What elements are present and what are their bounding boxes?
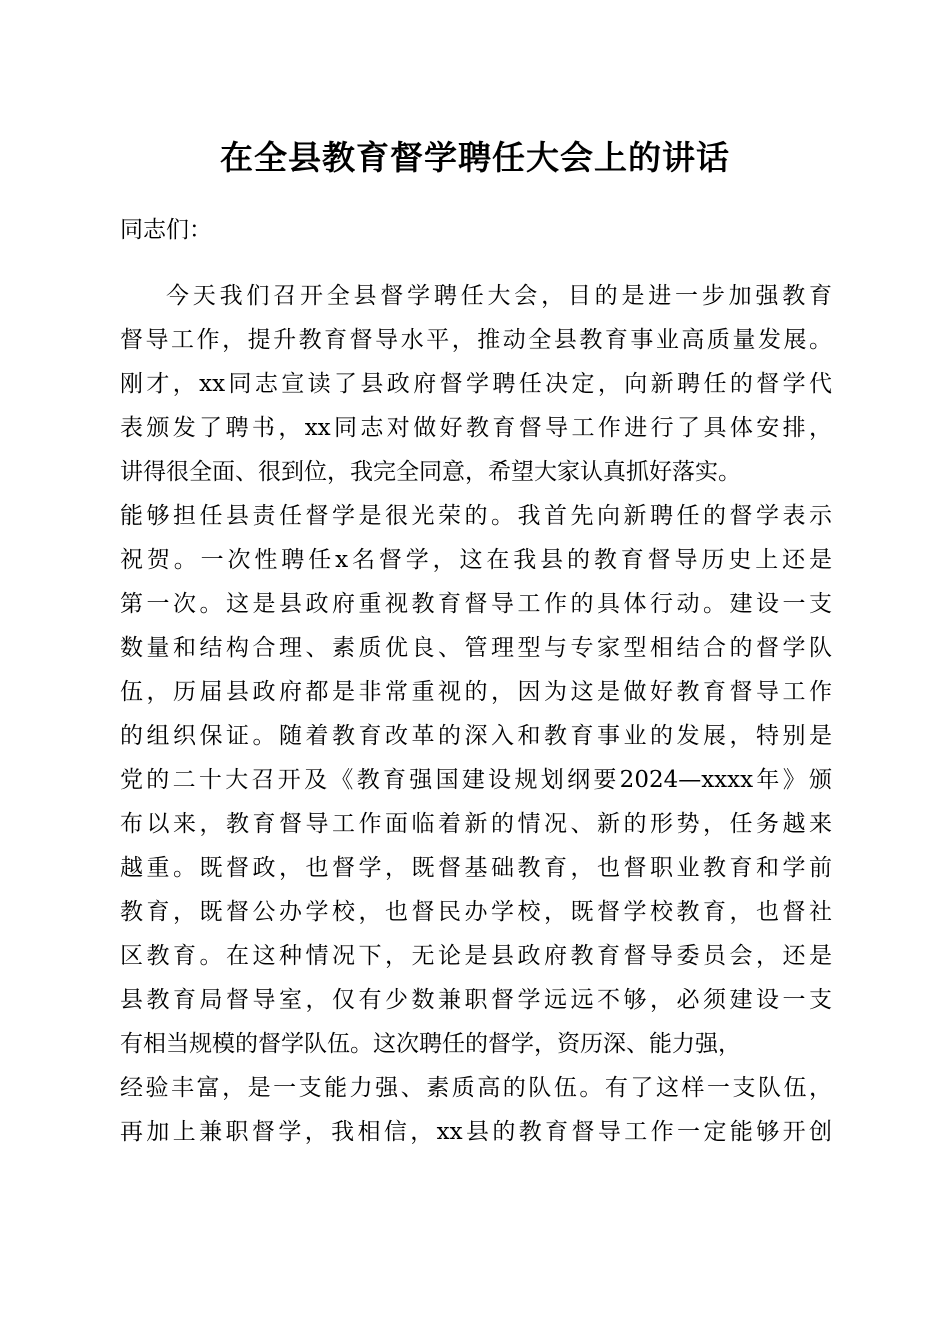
paragraph-line: 能够担任县责任督学是很光荣的。我首先向新聘任的督学表示	[120, 503, 832, 529]
paragraph-line: 的组织保证。随着教育改革的深入和教育事业的发展，特别是	[120, 723, 832, 749]
paragraph-line: 第一次。这是县政府重视教育督导工作的具体行动。建设一支	[120, 591, 832, 617]
paragraph-line: 数量和结构合理、素质优良、管理型与专家型相结合的督学队	[120, 635, 832, 661]
paragraph-line: 布以来，教育督导工作面临着新的情况、新的形势，任务越来	[120, 811, 832, 837]
paragraph-line: 再加上兼职督学，我相信，xx县的教育督导工作一定能够开创	[120, 1119, 832, 1145]
paragraph-line: 经验丰富，是一支能力强、素质高的队伍。有了这样一支队伍，	[120, 1075, 832, 1101]
paragraph-line: 有相当规模的督学队伍。这次聘任的督学，资历深、能力强，	[120, 1031, 741, 1057]
paragraph-line: 表颁发了聘书，xx同志对做好教育督导工作进行了具体安排，	[120, 415, 832, 441]
paragraph-line: 伍，历届县政府都是非常重视的，因为这是做好教育督导工作	[120, 679, 832, 705]
paragraph-line: 刚才，xx同志宣读了县政府督学聘任决定，向新聘任的督学代	[120, 371, 832, 397]
paragraph-line: 督导工作，提升教育督导水平，推动全县教育事业高质量发展。	[120, 327, 832, 353]
paragraph-line: 讲得很全面、很到位，我完全同意，希望大家认真抓好落实。	[120, 459, 741, 485]
salutation: 同志们：	[120, 217, 212, 243]
paragraph-line: 今天我们召开全县督学聘任大会，目的是进一步加强教育	[166, 283, 832, 309]
paragraph-line: 县教育局督导室，仅有少数兼职督学远远不够，必须建设一支	[120, 987, 832, 1013]
paragraph-line: 党的二十大召开及《教育强国建设规划纲要2024—xxxx年》颁	[120, 767, 832, 793]
paragraph-line: 祝贺。一次性聘任x名督学，这在我县的教育督导历史上还是	[120, 547, 832, 573]
paragraph-line: 教育，既督公办学校，也督民办学校，既督学校教育，也督社	[120, 899, 832, 925]
paragraph-line: 区教育。在这种情况下，无论是县政府教育督导委员会，还是	[120, 943, 832, 969]
paragraph-line: 越重。既督政，也督学，既督基础教育，也督职业教育和学前	[120, 855, 832, 881]
document-title: 在全县教育督学聘任大会上的讲话	[220, 138, 730, 177]
